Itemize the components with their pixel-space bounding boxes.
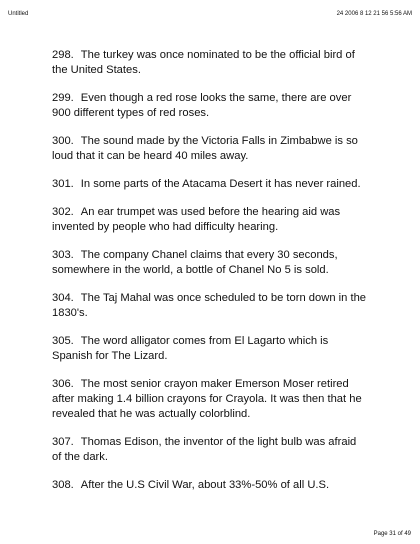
fact-number: 308.: [52, 479, 74, 491]
fact-text: After the U.S Civil War, about 33%-50% of all U.S.: [80, 479, 330, 491]
fact-item: [52, 248, 368, 278]
fact-text: The most senior crayon maker Emerson Moser retired after making 1.4 billion crayons for Crayola. It was then that he revealed that he was actually colorblind.: [52, 378, 362, 420]
fact-item: [52, 48, 368, 78]
fact-text: Thomas Edison, the inventor of the light bulb was afraid of the dark.: [52, 436, 357, 463]
fact-number: 298.: [52, 49, 74, 61]
fact-number: 305.: [52, 335, 74, 347]
fact-item: [52, 291, 368, 321]
fact-item: [52, 435, 368, 465]
print-timestamp: 24 2006 8 12 21 56 5:56 AM: [336, 11, 412, 17]
fact-item: [52, 377, 368, 422]
fact-number: 307.: [52, 436, 74, 448]
fact-text: The turkey was once nominated to be the official bird of the United States.: [52, 49, 355, 76]
fact-number: 303.: [52, 249, 74, 261]
facts-list: [52, 48, 368, 506]
fact-number: 300.: [52, 135, 74, 147]
fact-number: 302.: [52, 206, 74, 218]
fact-text: In some parts of the Atacama Desert it has never rained.: [80, 178, 361, 190]
fact-item: [52, 134, 368, 164]
fact-text: An ear trumpet was used before the hearing aid was invented by people who had difficulty hearing.: [52, 206, 341, 233]
fact-item: [52, 205, 368, 235]
fact-number: 304.: [52, 292, 74, 304]
fact-item: [52, 478, 368, 493]
fact-number: 306.: [52, 378, 74, 390]
fact-item: [52, 177, 368, 192]
fact-text: The word alligator comes from El Lagarto which is Spanish for The Lizard.: [52, 335, 329, 362]
fact-text: The sound made by the Victoria Falls in Zimbabwe is so loud that it can be heard 40 miles away.: [52, 135, 358, 162]
fact-text: The company Chanel claims that every 30 seconds, somewhere in the world, a bottle of Chanel No 5 is sold.: [52, 249, 338, 276]
page-number: Page 31 of 49: [373, 531, 411, 537]
fact-number: 301.: [52, 178, 74, 190]
fact-item: [52, 91, 368, 121]
fact-item: [52, 334, 368, 364]
fact-number: 299.: [52, 92, 74, 104]
page-header: [8, 9, 412, 19]
fact-text: The Taj Mahal was once scheduled to be torn down in the 1830's.: [52, 292, 367, 319]
document-title: Untitled: [8, 11, 29, 17]
fact-text: Even though a red rose looks the same, there are over 900 different types of red roses.: [52, 92, 352, 119]
